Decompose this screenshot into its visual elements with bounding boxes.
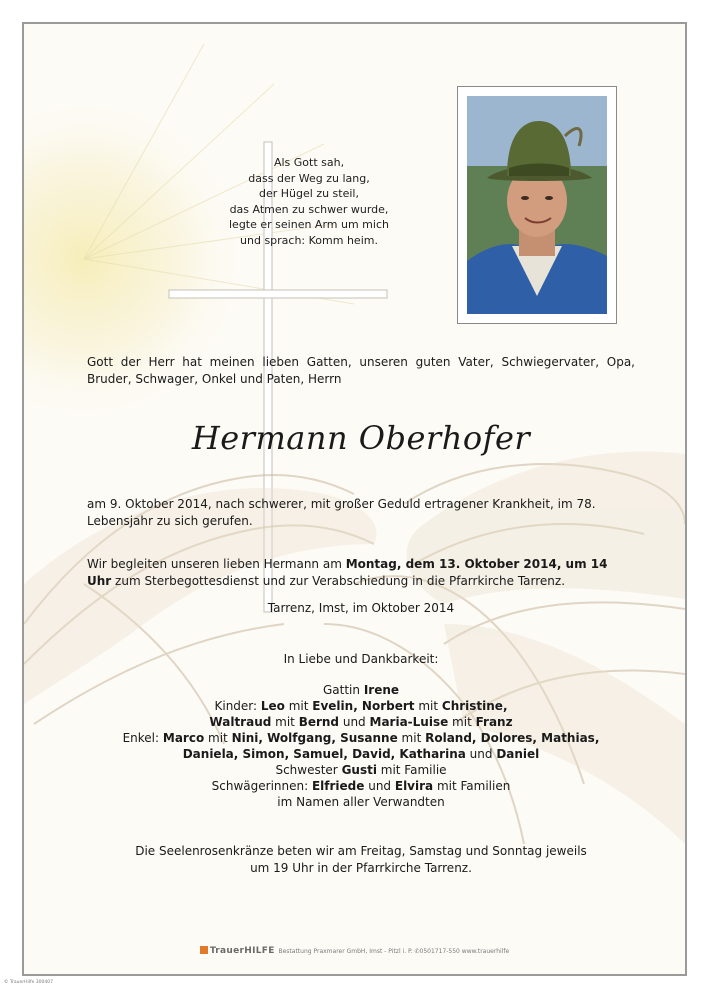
funeral-text-pre: Wir begleiten unseren lieben Hermann am bbox=[87, 557, 346, 571]
mourner-name: Roland, Dolores, Mathias, bbox=[425, 731, 600, 745]
mourner-name: Marco bbox=[162, 731, 205, 745]
mourner-line bbox=[87, 698, 635, 714]
mourner-name: Gusti bbox=[341, 763, 377, 777]
portrait-frame bbox=[457, 86, 617, 324]
poem-line: das Atmen zu schwer wurde, bbox=[229, 202, 389, 216]
mourner-line bbox=[87, 762, 635, 778]
footer-text: Bestattung Praxmarer GmbH, Imst - Pitzl i. P. ✆0501717-550 www.trauerhilfe bbox=[278, 948, 510, 955]
portrait-photo bbox=[467, 96, 607, 314]
mourner-lines bbox=[87, 682, 635, 810]
mourner-line bbox=[87, 794, 635, 810]
copyright-note: © TrauerHilfe 300407 bbox=[4, 980, 53, 985]
mourners-intro: In Liebe und Dankbarkeit: bbox=[283, 652, 439, 666]
mourner-name: Leo bbox=[260, 699, 285, 713]
mourner-text: mit bbox=[397, 731, 426, 745]
mourner-text: mit bbox=[448, 715, 476, 729]
mourner-name: Irene bbox=[363, 683, 400, 697]
parte-card bbox=[22, 22, 687, 976]
rosary-line: um 19 Uhr in der Pfarrkirche Tarrenz. bbox=[250, 861, 472, 875]
deceased-name: Hermann Oberhofer bbox=[191, 419, 531, 457]
mourner-text: mit bbox=[284, 699, 313, 713]
trauerhilfe-logo-icon bbox=[200, 946, 208, 954]
mourner-text: Schwester bbox=[275, 763, 342, 777]
mourner-name: Franz bbox=[475, 715, 513, 729]
poem-line: der Hügel zu steil, bbox=[259, 187, 359, 201]
mourner-line bbox=[87, 730, 635, 746]
mourner-text: und bbox=[465, 747, 497, 761]
death-notice: am 9. Oktober 2014, nach schwerer, mit großer Geduld ertragener Krankheit, im 78. Lebensjahr zu sich gerufen. bbox=[87, 497, 596, 528]
mourner-text: Gattin bbox=[322, 683, 364, 697]
mourner-name: Daniel bbox=[496, 747, 540, 761]
mourner-name: Nini, Wolfgang, Susanne bbox=[231, 731, 398, 745]
mourner-text: und bbox=[364, 779, 395, 793]
mourner-text: mit Familien bbox=[433, 779, 511, 793]
mourner-name: Maria-Luise bbox=[369, 715, 449, 729]
funeral-text-post: zum Sterbegottesdienst und zur Verabschiedung in die Pfarrkirche Tarrenz. bbox=[111, 574, 566, 588]
mourner-line bbox=[87, 746, 635, 762]
mourner-name: Bernd bbox=[298, 715, 340, 729]
mourner-text: Enkel: bbox=[122, 731, 163, 745]
mourner-text: mit bbox=[271, 715, 299, 729]
funeral-date: Montag, dem 13. Oktober 2014, um 14 Uhr bbox=[87, 557, 608, 588]
mourner-name: Christine, bbox=[441, 699, 508, 713]
rosary-line: Die Seelenrosenkränze beten wir am Freitag, Samstag und Sonntag jeweils bbox=[135, 844, 587, 858]
mourner-name: Elfriede bbox=[311, 779, 365, 793]
place-and-date: Tarrenz, Imst, im Oktober 2014 bbox=[267, 601, 455, 615]
mourner-text: mit bbox=[414, 699, 442, 713]
mourner-text: Kinder: bbox=[214, 699, 261, 713]
mourner-line bbox=[87, 778, 635, 794]
mourner-name: Evelin, Norbert bbox=[312, 699, 415, 713]
poem-line: legte er seinen Arm um mich bbox=[229, 218, 389, 232]
funeral-notice bbox=[87, 556, 635, 590]
rosary-notice bbox=[87, 843, 635, 877]
announcement-intro: Gott der Herr hat meinen lieben Gatten, unseren guten Vater, Schwiegervater, Opa, Bruder, Schwager, Onkel und Paten, Herrn bbox=[87, 355, 635, 386]
mourner-text: im Namen aller Verwandten bbox=[277, 795, 445, 809]
mourners-list bbox=[87, 651, 635, 810]
mourner-text: mit Familie bbox=[376, 763, 447, 777]
poem bbox=[194, 155, 424, 249]
mourner-text: Schwägerinnen: bbox=[211, 779, 312, 793]
footer-brand: TrauerHILFE bbox=[209, 946, 275, 956]
mourner-name: Waltraud bbox=[209, 715, 272, 729]
poem-line: dass der Weg zu lang, bbox=[248, 171, 370, 185]
poem-line: und sprach: Komm heim. bbox=[240, 233, 378, 247]
mourner-line bbox=[87, 714, 635, 730]
mourner-text: mit bbox=[204, 731, 232, 745]
mourner-line bbox=[87, 682, 635, 698]
footer bbox=[24, 946, 685, 956]
poem-line: Als Gott sah, bbox=[273, 156, 345, 169]
mourner-name: Elvira bbox=[394, 779, 434, 793]
mourner-text: und bbox=[339, 715, 370, 729]
mourner-name: Daniela, Simon, Samuel, David, Katharina bbox=[182, 747, 466, 761]
